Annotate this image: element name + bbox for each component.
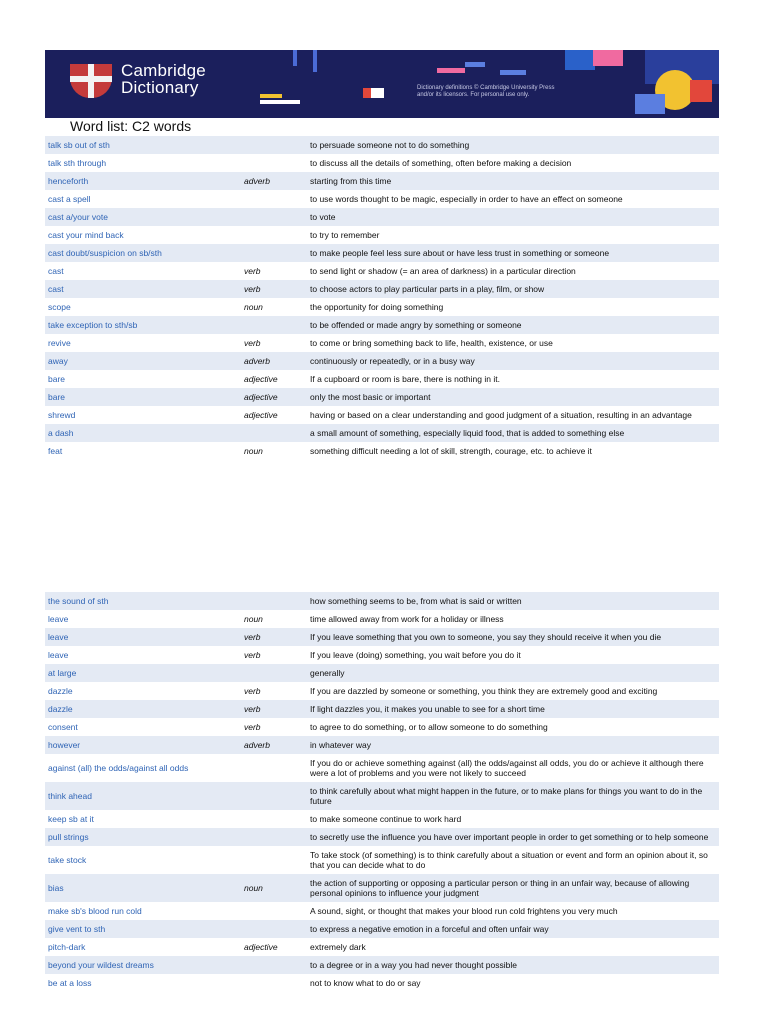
entry-pos — [241, 810, 307, 828]
entry-word: leave — [48, 614, 69, 624]
entry-pos: verb — [244, 686, 261, 696]
entry-pos: adjective — [244, 374, 278, 384]
table-row — [45, 244, 719, 262]
entry-pos: adverb — [241, 736, 307, 754]
entry-definition: to agree to do something, or to allow someone to do something — [310, 722, 548, 732]
entry-definition: generally — [307, 664, 719, 682]
copyright-line-2: and/or its licensors. For personal use only. — [417, 92, 530, 98]
entry-definition: If you are dazzled by someone or something, you think they are extremely good and exciting — [310, 686, 658, 696]
table-row — [45, 388, 719, 406]
entry-definition: If a cupboard or room is bare, there is nothing in it. — [310, 374, 500, 384]
entry-pos: verb — [244, 722, 261, 732]
entry-pos: verb — [244, 650, 261, 660]
table-row — [45, 610, 719, 628]
table-row — [45, 334, 719, 352]
entry-definition: To take stock (of something) is to think carefully about a situation or event and form an opinion about it, so that you can decide what to do — [310, 850, 708, 870]
entry-pos: adjective — [241, 388, 307, 406]
table-row — [45, 262, 719, 280]
entry-pos: noun — [241, 874, 307, 902]
table-row — [45, 682, 719, 700]
table-row — [45, 874, 719, 902]
entry-definition: to be offended or made angry by something or someone — [307, 316, 719, 334]
table-row — [45, 280, 719, 298]
table-row — [45, 736, 719, 754]
table-row — [45, 920, 719, 938]
entry-word: leave — [48, 650, 69, 660]
table-row — [45, 828, 719, 846]
entry-definition: If you do or achieve something against (all) the odds/against all odds, you do or achieve it although there were a lot of problems and you were not likely to succeed — [310, 758, 704, 778]
entry-definition: to come or bring something back to life, health, existence, or use — [310, 338, 553, 348]
table-row — [45, 700, 719, 718]
decor-shape — [437, 68, 465, 73]
entry-word: scope — [48, 302, 71, 312]
entry-word: against (all) the odds/against all odds — [48, 763, 189, 773]
entry-definition: to make people feel less sure about or have less trust in something or someone — [307, 244, 719, 262]
entry-word: at large — [45, 664, 241, 682]
entry-pos — [241, 828, 307, 846]
entry-definition: in whatever way — [307, 736, 719, 754]
entry-pos — [241, 664, 307, 682]
decor-shape — [500, 70, 526, 75]
decor-shape — [293, 50, 297, 66]
table-row — [45, 190, 719, 208]
entry-word: make sb's blood run cold — [48, 906, 142, 916]
entry-word: cast a spell — [48, 194, 91, 204]
decor-shape — [565, 50, 595, 70]
decor-shape — [593, 50, 623, 66]
table-row — [45, 664, 719, 682]
table-row — [45, 136, 719, 154]
entry-word: think ahead — [45, 782, 241, 810]
table-row — [45, 956, 719, 974]
entry-pos: noun — [244, 614, 263, 624]
entry-word: cast your mind back — [48, 230, 124, 240]
decor-shape — [635, 94, 665, 114]
entry-pos: verb — [244, 338, 261, 348]
entry-word: dazzle — [45, 700, 241, 718]
table-row — [45, 754, 719, 782]
entry-definition: to send light or shadow (= an area of darkness) in a particular direction — [310, 266, 576, 276]
entry-definition: extremely dark — [310, 942, 366, 952]
entry-definition: how something seems to be, from what is said or written — [307, 592, 719, 610]
entry-word: be at a loss — [48, 978, 92, 988]
table-row — [45, 810, 719, 828]
entry-word: cast — [48, 266, 64, 276]
entry-definition: If you leave (doing) something, you wait before you do it — [310, 650, 521, 660]
entry-word: pitch-dark — [48, 942, 86, 952]
word-list-title: Word list: C2 words — [70, 118, 192, 134]
entry-word: pull strings — [45, 828, 241, 846]
entry-pos — [241, 782, 307, 810]
entry-pos — [241, 154, 307, 172]
entry-definition: starting from this time — [307, 172, 719, 190]
table-row — [45, 154, 719, 172]
table-row — [45, 316, 719, 334]
entry-definition: to make someone continue to work hard — [310, 814, 462, 824]
table-row — [45, 442, 719, 460]
entry-pos: verb — [241, 628, 307, 646]
decor-shape — [465, 62, 485, 67]
entry-word: leave — [45, 628, 241, 646]
entry-word: cast — [45, 280, 241, 298]
entry-word: a dash — [45, 424, 241, 442]
entry-pos — [241, 136, 307, 154]
entry-definition: If you leave something that you own to someone, you say they should receive it when you die — [307, 628, 719, 646]
decor-shape — [690, 80, 712, 102]
table-row — [45, 938, 719, 956]
entry-definition: the opportunity for doing something — [310, 302, 444, 312]
entry-word: revive — [48, 338, 71, 348]
entry-word: shrewd — [48, 410, 76, 420]
entry-definition: a small amount of something, especially liquid food, that is added to something else — [307, 424, 719, 442]
entry-pos: verb — [241, 280, 307, 298]
entry-word: take stock — [48, 855, 87, 865]
table-row — [45, 172, 719, 190]
table-row — [45, 592, 719, 610]
entry-definition: to persuade someone not to do something — [307, 136, 719, 154]
entry-definition: to a degree or in a way you had never thought possible — [307, 956, 719, 974]
entry-pos — [241, 592, 307, 610]
entry-word: cast a/your vote — [45, 208, 241, 226]
decor-shape — [370, 88, 384, 98]
entry-word: talk sth through — [48, 158, 107, 168]
logo-text — [121, 62, 206, 96]
entry-definition: A sound, sight, or thought that makes your blood run cold frightens you very much — [310, 906, 618, 916]
entry-word: the sound of sth — [45, 592, 241, 610]
entry-word: consent — [48, 722, 78, 732]
entry-pos — [241, 754, 307, 782]
decor-shape — [260, 94, 282, 98]
table-row — [45, 226, 719, 244]
entry-definition: to choose actors to play particular parts in a play, film, or show — [307, 280, 719, 298]
entry-pos — [241, 190, 307, 208]
entry-word: however — [45, 736, 241, 754]
entry-pos: verb — [244, 266, 261, 276]
decor-shape — [313, 50, 317, 72]
entry-definition: something difficult needing a lot of skill, strength, courage, etc. to achieve it — [310, 446, 592, 456]
table-row — [45, 298, 719, 316]
entry-definition: to vote — [307, 208, 719, 226]
table-row — [45, 406, 719, 424]
entry-pos: noun — [244, 302, 263, 312]
entry-definition: If light dazzles you, it makes you unable to see for a short time — [307, 700, 719, 718]
entry-pos — [241, 226, 307, 244]
logo-line-2: Dictionary — [121, 78, 199, 97]
logo-line-1: Cambridge — [121, 61, 206, 80]
word-table-1 — [45, 136, 719, 460]
entry-definition: time allowed away from work for a holiday or illness — [310, 614, 504, 624]
cambridge-shield-icon — [70, 64, 112, 98]
entry-definition: the action of supporting or opposing a particular person or thing in an unfair way, because of allowing personal opinions to influence your judgment — [307, 874, 719, 902]
table-row — [45, 628, 719, 646]
entry-word: henceforth — [45, 172, 241, 190]
entry-word: beyond your wildest dreams — [45, 956, 241, 974]
table-row — [45, 208, 719, 226]
entry-pos: adverb — [241, 172, 307, 190]
table-row — [45, 352, 719, 370]
entry-word: bare — [45, 388, 241, 406]
entry-pos — [241, 956, 307, 974]
table-row — [45, 846, 719, 874]
entry-pos: adverb — [241, 352, 307, 370]
entry-pos — [241, 424, 307, 442]
entry-pos: verb — [241, 700, 307, 718]
entry-word: bias — [45, 874, 241, 902]
entry-pos: adjective — [244, 942, 278, 952]
entry-pos — [241, 902, 307, 920]
entry-pos — [241, 974, 307, 992]
entry-word: away — [45, 352, 241, 370]
decor-shape — [260, 100, 300, 104]
entry-word: bare — [48, 374, 66, 384]
decor-shape — [363, 88, 371, 98]
entry-word: keep sb at it — [48, 814, 94, 824]
entry-word: talk sb out of sth — [45, 136, 241, 154]
table-row — [45, 718, 719, 736]
entry-pos: adjective — [244, 410, 278, 420]
entry-definition: not to know what to do or say — [310, 978, 421, 988]
entry-word: give vent to sth — [45, 920, 241, 938]
table-row — [45, 902, 719, 920]
entry-definition: having or based on a clear understanding and good judgment of a situation, resulting in an advantage — [310, 410, 692, 420]
table-row — [45, 782, 719, 810]
entry-definition: continuously or repeatedly, or in a busy way — [307, 352, 719, 370]
entry-word: cast doubt/suspicion on sb/sth — [45, 244, 241, 262]
entry-definition: to use words thought to be magic, especially in order to have an effect on someone — [310, 194, 623, 204]
entry-pos: noun — [244, 446, 263, 456]
table-row — [45, 370, 719, 388]
entry-pos — [241, 920, 307, 938]
entry-word: dazzle — [48, 686, 73, 696]
table-row — [45, 424, 719, 442]
entry-definition: to discuss all the details of something, often before making a decision — [310, 158, 572, 168]
header-banner — [45, 50, 719, 118]
entry-pos — [241, 208, 307, 226]
entry-definition: to express a negative emotion in a forceful and often unfair way — [307, 920, 719, 938]
entry-definition: to think carefully about what might happen in the future, or to make plans for things you want to do in the future — [307, 782, 719, 810]
entry-definition: to try to remember — [310, 230, 380, 240]
copyright-line-1: Dictionary definitions © Cambridge University Press — [417, 85, 555, 91]
entry-pos — [241, 846, 307, 874]
table-row — [45, 646, 719, 664]
entry-word: feat — [48, 446, 63, 456]
entry-pos — [241, 316, 307, 334]
word-table-2 — [45, 592, 719, 992]
entry-pos — [241, 244, 307, 262]
copyright-notice — [417, 85, 627, 99]
entry-definition: only the most basic or important — [307, 388, 719, 406]
entry-definition: to secretly use the influence you have over important people in order to get something or to help someone — [307, 828, 719, 846]
entry-word: take exception to sth/sb — [45, 316, 241, 334]
table-row — [45, 974, 719, 992]
